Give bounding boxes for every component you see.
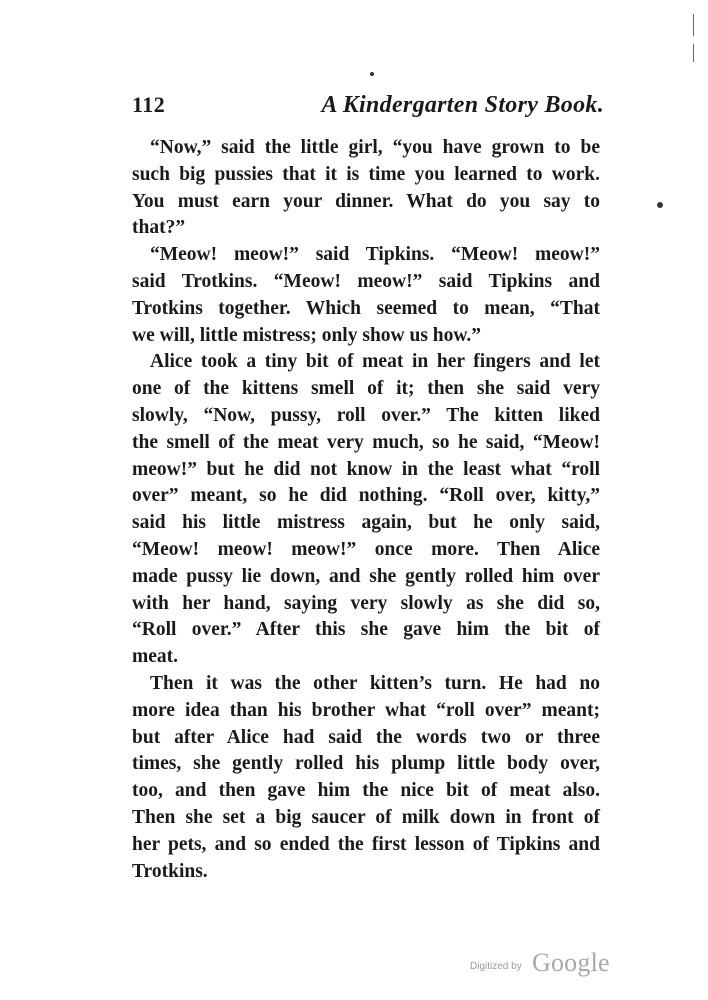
- digitized-by-label: Digitized by: [470, 961, 522, 972]
- text-line: with her hand, saying very slowly as she did so,: [132, 592, 600, 614]
- digitized-watermark: [470, 948, 630, 980]
- scan-speck: [657, 202, 663, 208]
- text-line: one of the kittens smell of it; then she said very: [132, 378, 600, 400]
- text-line: said his little mistress again, but he only said,: [132, 512, 600, 534]
- scan-speck: [370, 72, 374, 76]
- text-line: the smell of the meat very much, so he said, “Meow!: [132, 431, 600, 453]
- page-number: 112: [132, 92, 166, 117]
- running-title: A Kindergarten Story Book.: [321, 92, 604, 118]
- paragraph: [132, 671, 600, 885]
- text-line: Then it was the other kitten’s turn. He had no: [150, 672, 600, 694]
- text-line: said Trotkins. “Meow! meow!” said Tipkins and: [132, 270, 600, 292]
- text-line: her pets, and so ended the first lesson of Tipkins and: [132, 833, 600, 855]
- story-text: [132, 135, 600, 885]
- paragraph: [132, 135, 600, 242]
- text-line: Trotkins.: [132, 860, 208, 882]
- text-line: “Meow! meow! meow!” once more. Then Alice: [132, 538, 600, 560]
- text-line: Then she set a big saucer of milk down in front of: [132, 806, 600, 828]
- text-line: “Meow! meow!” said Tipkins. “Meow! meow!”: [150, 244, 600, 266]
- text-line: over” meant, so he did nothing. “Roll over, kitty,”: [132, 485, 600, 507]
- text-line: too, and then gave him the nice bit of meat also.: [132, 780, 600, 802]
- text-line: meow!” but he did not know in the least what “roll: [132, 458, 600, 480]
- text-line: such big pussies that it is time you learned to work.: [132, 163, 600, 185]
- text-line: You must earn your dinner. What do you say to: [132, 190, 600, 212]
- scan-edge-mark: [693, 44, 694, 62]
- text-line: made pussy lie down, and she gently rolled him over: [132, 565, 600, 587]
- text-line: meat.: [132, 646, 179, 668]
- text-line: Alice took a tiny bit of meat in her fingers and let: [150, 351, 600, 373]
- text-line: but after Alice had said the words two or three: [132, 726, 600, 748]
- text-line: Trotkins together. Which seemed to mean, “That: [132, 297, 600, 319]
- paragraph: [132, 242, 600, 349]
- text-line: times, she gently rolled his plump little body over,: [132, 753, 600, 775]
- text-line: “Now,” said the little girl, “you have grown to be: [150, 137, 600, 158]
- text-line: more idea than his brother what “roll over” meant;: [132, 699, 600, 721]
- text-line: slowly, “Now, pussy, roll over.” The kitten liked: [132, 404, 600, 426]
- paragraph: [132, 349, 600, 671]
- page-header: [132, 92, 604, 122]
- text-line: “Roll over.” After this she gave him the bit of: [132, 619, 600, 641]
- text-line: we will, little mistress; only show us how.”: [132, 324, 482, 346]
- text-line: that?”: [132, 217, 186, 239]
- google-logo: Google: [532, 948, 610, 977]
- scan-edge-mark: [693, 14, 694, 36]
